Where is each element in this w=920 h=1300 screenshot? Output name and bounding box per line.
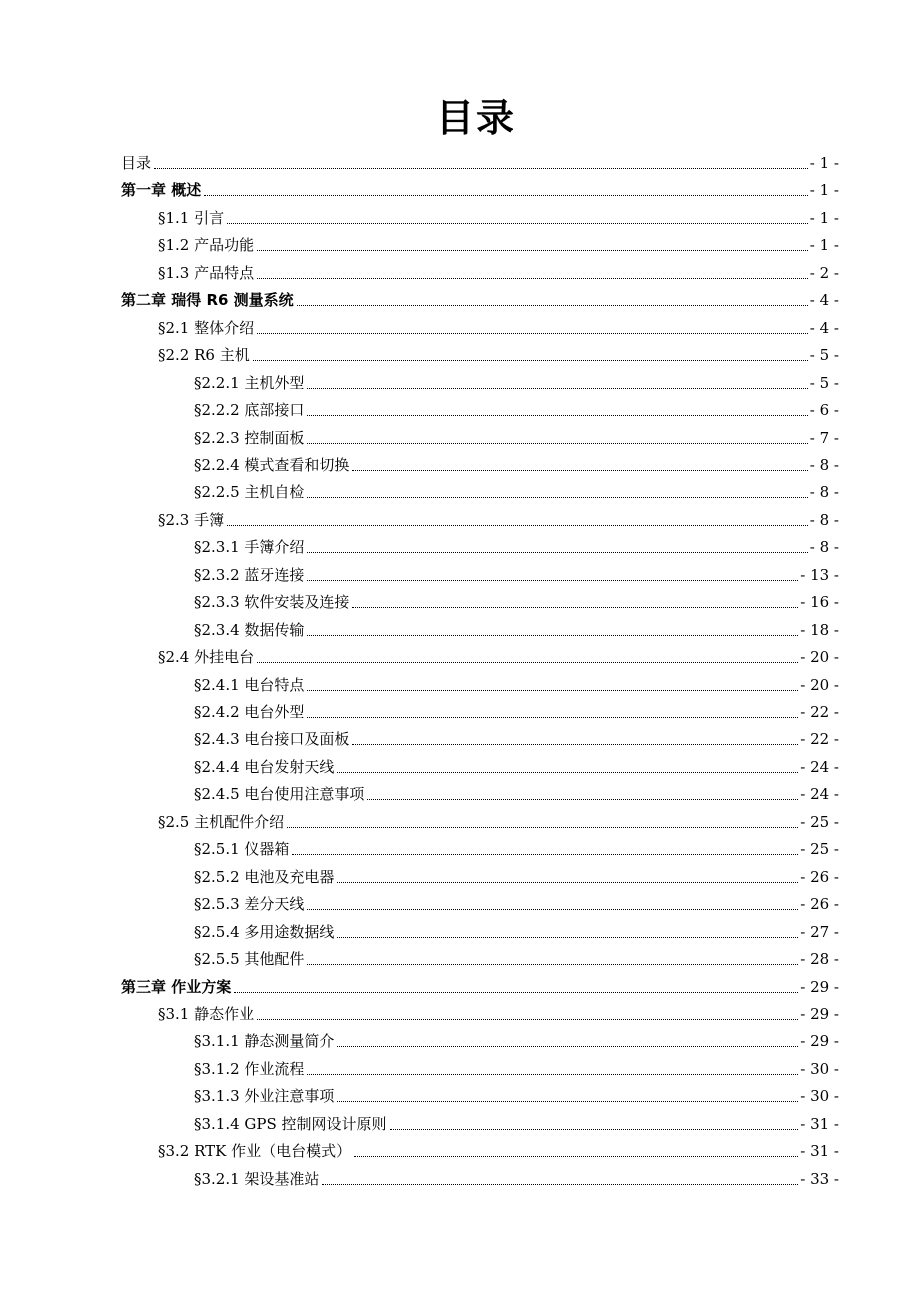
toc-dot-leader bbox=[307, 908, 798, 910]
toc-page-number: - 27 - bbox=[800, 922, 839, 941]
toc-section-entry[interactable] bbox=[158, 503, 839, 530]
toc-entry-label: §1.3 产品特点 bbox=[158, 263, 255, 282]
toc-entry-label: §2.5.5 其他配件 bbox=[194, 950, 305, 969]
toc-page-number: - 24 - bbox=[800, 785, 839, 804]
toc-entry-label: §2.3 手簿 bbox=[158, 510, 225, 529]
toc-dot-leader bbox=[227, 524, 808, 526]
toc-dot-leader bbox=[307, 716, 798, 718]
toc-entry-label: §2.3.3 软件安装及连接 bbox=[194, 593, 350, 612]
toc-page-number: - 30 - bbox=[800, 1087, 839, 1106]
toc-page-number: - 2 - bbox=[809, 263, 839, 282]
toc-page-number: - 8 - bbox=[809, 455, 839, 474]
toc-page-number: - 29 - bbox=[800, 1032, 839, 1051]
toc-subsection-entry[interactable] bbox=[194, 613, 839, 640]
toc-entry-label: §2.5.2 电池及充电器 bbox=[194, 867, 335, 886]
toc-section-entry[interactable] bbox=[158, 1134, 839, 1161]
toc-dot-leader bbox=[352, 743, 798, 745]
toc-dot-leader bbox=[307, 963, 798, 965]
toc-subsection-entry[interactable] bbox=[194, 750, 839, 777]
toc-subsection-entry[interactable] bbox=[194, 1107, 839, 1134]
toc-subsection-entry[interactable] bbox=[194, 1024, 839, 1051]
toc-dot-leader bbox=[257, 661, 798, 663]
toc-chapter-entry[interactable] bbox=[121, 970, 839, 997]
toc-page-number: - 8 - bbox=[809, 538, 839, 557]
toc-entry-label: §3.2.1 架设基准站 bbox=[194, 1169, 320, 1188]
toc-dot-leader bbox=[287, 826, 798, 828]
toc-chapter-entry[interactable] bbox=[121, 173, 839, 200]
toc-entry-label: 第一章 概述 bbox=[121, 181, 202, 200]
toc-dot-leader bbox=[297, 304, 808, 306]
toc-entry-label: §3.1.4 GPS 控制网设计原则 bbox=[194, 1114, 387, 1133]
toc-entry-label: §3.1.3 外业注意事项 bbox=[194, 1087, 335, 1106]
toc-subsection-entry[interactable] bbox=[194, 887, 839, 914]
toc-section-entry[interactable] bbox=[158, 256, 839, 283]
toc-dot-leader bbox=[337, 1100, 798, 1102]
toc-dot-leader bbox=[354, 1155, 798, 1157]
toc-entry-label: §2.2.3 控制面板 bbox=[194, 428, 305, 447]
toc-entry-label: §2.2.4 模式查看和切换 bbox=[194, 455, 350, 474]
toc-dot-leader bbox=[257, 1018, 798, 1020]
toc-subsection-entry[interactable] bbox=[194, 393, 839, 420]
toc-dot-leader bbox=[367, 798, 798, 800]
toc-dot-leader bbox=[322, 1183, 798, 1185]
toc-entry-label: §2.5.4 多用途数据线 bbox=[194, 922, 335, 941]
toc-entry[interactable] bbox=[121, 146, 839, 173]
toc-page-number: - 26 - bbox=[800, 895, 839, 914]
toc-entry-label: §2.4 外挂电台 bbox=[158, 648, 255, 667]
toc-page-number: - 4 - bbox=[809, 318, 839, 337]
toc-entry-label: §2.4.4 电台发射天线 bbox=[194, 757, 335, 776]
toc-page-number: - 20 - bbox=[800, 648, 839, 667]
toc-page-number: - 1 - bbox=[809, 236, 839, 255]
toc-dot-leader bbox=[352, 606, 798, 608]
toc-subsection-entry[interactable] bbox=[194, 1079, 839, 1106]
toc-page-number: - 28 - bbox=[800, 950, 839, 969]
toc-dot-leader bbox=[307, 689, 798, 691]
toc-dot-leader bbox=[227, 222, 808, 224]
toc-page-number: - 22 - bbox=[800, 730, 839, 749]
toc-entry-label: §2.5.3 差分天线 bbox=[194, 895, 305, 914]
toc-dot-leader bbox=[307, 387, 807, 389]
toc-page-number: - 6 - bbox=[809, 401, 839, 420]
toc-entry-label: §3.1.2 作业流程 bbox=[194, 1059, 305, 1078]
toc-dot-leader bbox=[337, 936, 798, 938]
toc-subsection-entry[interactable] bbox=[194, 722, 839, 749]
toc-page-number: - 24 - bbox=[800, 757, 839, 776]
toc-entry-label: 第三章 作业方案 bbox=[121, 977, 232, 996]
toc-subsection-entry[interactable] bbox=[194, 366, 839, 393]
toc-entry-label: §1.1 引言 bbox=[158, 208, 225, 227]
toc-section-entry[interactable] bbox=[158, 311, 839, 338]
toc-page-number: - 1 - bbox=[809, 208, 839, 227]
toc-dot-leader bbox=[292, 853, 798, 855]
toc-subsection-entry[interactable] bbox=[194, 530, 839, 557]
toc-entry-label: §3.2 RTK 作业（电台模式） bbox=[158, 1142, 352, 1161]
toc-entry-label: §1.2 产品功能 bbox=[158, 236, 255, 255]
toc-dot-leader bbox=[154, 167, 808, 169]
toc-subsection-entry[interactable] bbox=[194, 1052, 839, 1079]
toc-subsection-entry[interactable] bbox=[194, 942, 839, 969]
toc-section-entry[interactable] bbox=[158, 201, 839, 228]
toc-subsection-entry[interactable] bbox=[194, 860, 839, 887]
toc-subsection-entry[interactable] bbox=[194, 558, 839, 585]
toc-entry-label: §2.3.4 数据传输 bbox=[194, 620, 305, 639]
toc-dot-leader bbox=[234, 991, 798, 993]
toc-page-number: - 29 - bbox=[800, 977, 839, 996]
toc-entry-label: §3.1 静态作业 bbox=[158, 1004, 255, 1023]
toc-subsection-entry[interactable] bbox=[194, 1162, 839, 1189]
toc-entry-label: §3.1.1 静态测量简介 bbox=[194, 1032, 335, 1051]
toc-page-number: - 4 - bbox=[809, 291, 839, 310]
toc-subsection-entry[interactable] bbox=[194, 777, 839, 804]
toc-entry-label: §2.2.2 底部接口 bbox=[194, 401, 305, 420]
toc-section-entry[interactable] bbox=[158, 640, 839, 667]
toc-chapter-entry[interactable] bbox=[121, 283, 839, 310]
toc-subsection-entry[interactable] bbox=[194, 695, 839, 722]
toc-subsection-entry[interactable] bbox=[194, 915, 839, 942]
toc-dot-leader bbox=[307, 442, 807, 444]
toc-subsection-entry[interactable] bbox=[194, 448, 839, 475]
toc-page-number: - 30 - bbox=[800, 1059, 839, 1078]
toc-page-number: - 25 - bbox=[800, 812, 839, 831]
toc-dot-leader bbox=[257, 249, 808, 251]
toc-subsection-entry[interactable] bbox=[194, 585, 839, 612]
toc-entry-label: §2.2.5 主机自检 bbox=[194, 483, 305, 502]
toc-page-number: - 5 - bbox=[809, 346, 839, 365]
toc-page-number: - 7 - bbox=[809, 428, 839, 447]
toc-entry-label: §2.4.1 电台特点 bbox=[194, 675, 305, 694]
toc-page-number: - 31 - bbox=[800, 1142, 839, 1161]
toc-dot-leader bbox=[307, 551, 807, 553]
page-title: 目录 bbox=[435, 96, 516, 140]
toc-page-number: - 1 - bbox=[809, 181, 839, 200]
toc-subsection-entry[interactable] bbox=[194, 421, 839, 448]
toc-dot-leader bbox=[337, 771, 798, 773]
toc-dot-leader bbox=[307, 634, 798, 636]
toc-dot-leader bbox=[307, 1073, 798, 1075]
toc-entry-label: 第二章 瑞得 R6 测量系统 bbox=[121, 291, 294, 310]
toc-page-number: - 31 - bbox=[800, 1114, 839, 1133]
toc-entry-label: §2.3.1 手簿介绍 bbox=[194, 538, 305, 557]
toc-entry-label: §2.4.5 电台使用注意事项 bbox=[194, 785, 365, 804]
toc-page-number: - 33 - bbox=[800, 1169, 839, 1188]
toc-entry-label: §2.2.1 主机外型 bbox=[194, 373, 305, 392]
toc-page-number: - 22 - bbox=[800, 703, 839, 721]
toc-page-number: - 16 - bbox=[800, 593, 839, 612]
toc-subsection-entry[interactable] bbox=[194, 832, 839, 859]
toc-section-entry[interactable] bbox=[158, 805, 839, 832]
toc-page-number: - 26 - bbox=[800, 867, 839, 886]
toc-page-number: - 1 - bbox=[809, 154, 839, 172]
toc-entry-label: §2.5.1 仪器箱 bbox=[194, 840, 290, 859]
toc-page-number: - 18 - bbox=[800, 620, 839, 639]
toc-page-number: - 25 - bbox=[800, 840, 839, 859]
toc-section-entry[interactable] bbox=[158, 338, 839, 365]
toc-dot-leader bbox=[337, 1045, 798, 1047]
toc-entry-label: §2.4.3 电台接口及面板 bbox=[194, 730, 350, 749]
toc-subsection-entry[interactable] bbox=[194, 668, 839, 695]
toc-entry-label: §2.5 主机配件介绍 bbox=[158, 812, 285, 831]
toc-dot-leader bbox=[257, 277, 808, 279]
toc-entry-label: §2.4.2 电台外型 bbox=[194, 703, 305, 721]
toc-dot-leader bbox=[390, 1128, 799, 1130]
toc-dot-leader bbox=[253, 359, 808, 361]
toc-entry-label: 目录 bbox=[121, 154, 152, 172]
toc-dot-leader bbox=[352, 469, 807, 471]
toc-dot-leader bbox=[257, 332, 808, 334]
toc-section-entry[interactable] bbox=[158, 997, 839, 1024]
toc-page-number: - 8 - bbox=[809, 510, 839, 529]
toc-dot-leader bbox=[307, 579, 798, 581]
toc-dot-leader bbox=[307, 414, 807, 416]
toc-dot-leader bbox=[307, 496, 807, 498]
toc-page-number: - 8 - bbox=[809, 483, 839, 502]
toc-section-entry[interactable] bbox=[158, 228, 839, 255]
toc-subsection-entry[interactable] bbox=[194, 475, 839, 502]
toc-entry-label: §2.3.2 蓝牙连接 bbox=[194, 565, 305, 584]
toc-page-number: - 5 - bbox=[809, 373, 839, 392]
toc-page-number: - 20 - bbox=[800, 675, 839, 694]
toc-dot-leader bbox=[204, 194, 808, 196]
toc-entry-label: §2.2 R6 主机 bbox=[158, 346, 250, 365]
toc-page-number: - 13 - bbox=[800, 565, 839, 584]
toc-dot-leader bbox=[337, 881, 798, 883]
toc-page-number: - 29 - bbox=[800, 1004, 839, 1023]
toc-entry-label: §2.1 整体介绍 bbox=[158, 318, 255, 337]
